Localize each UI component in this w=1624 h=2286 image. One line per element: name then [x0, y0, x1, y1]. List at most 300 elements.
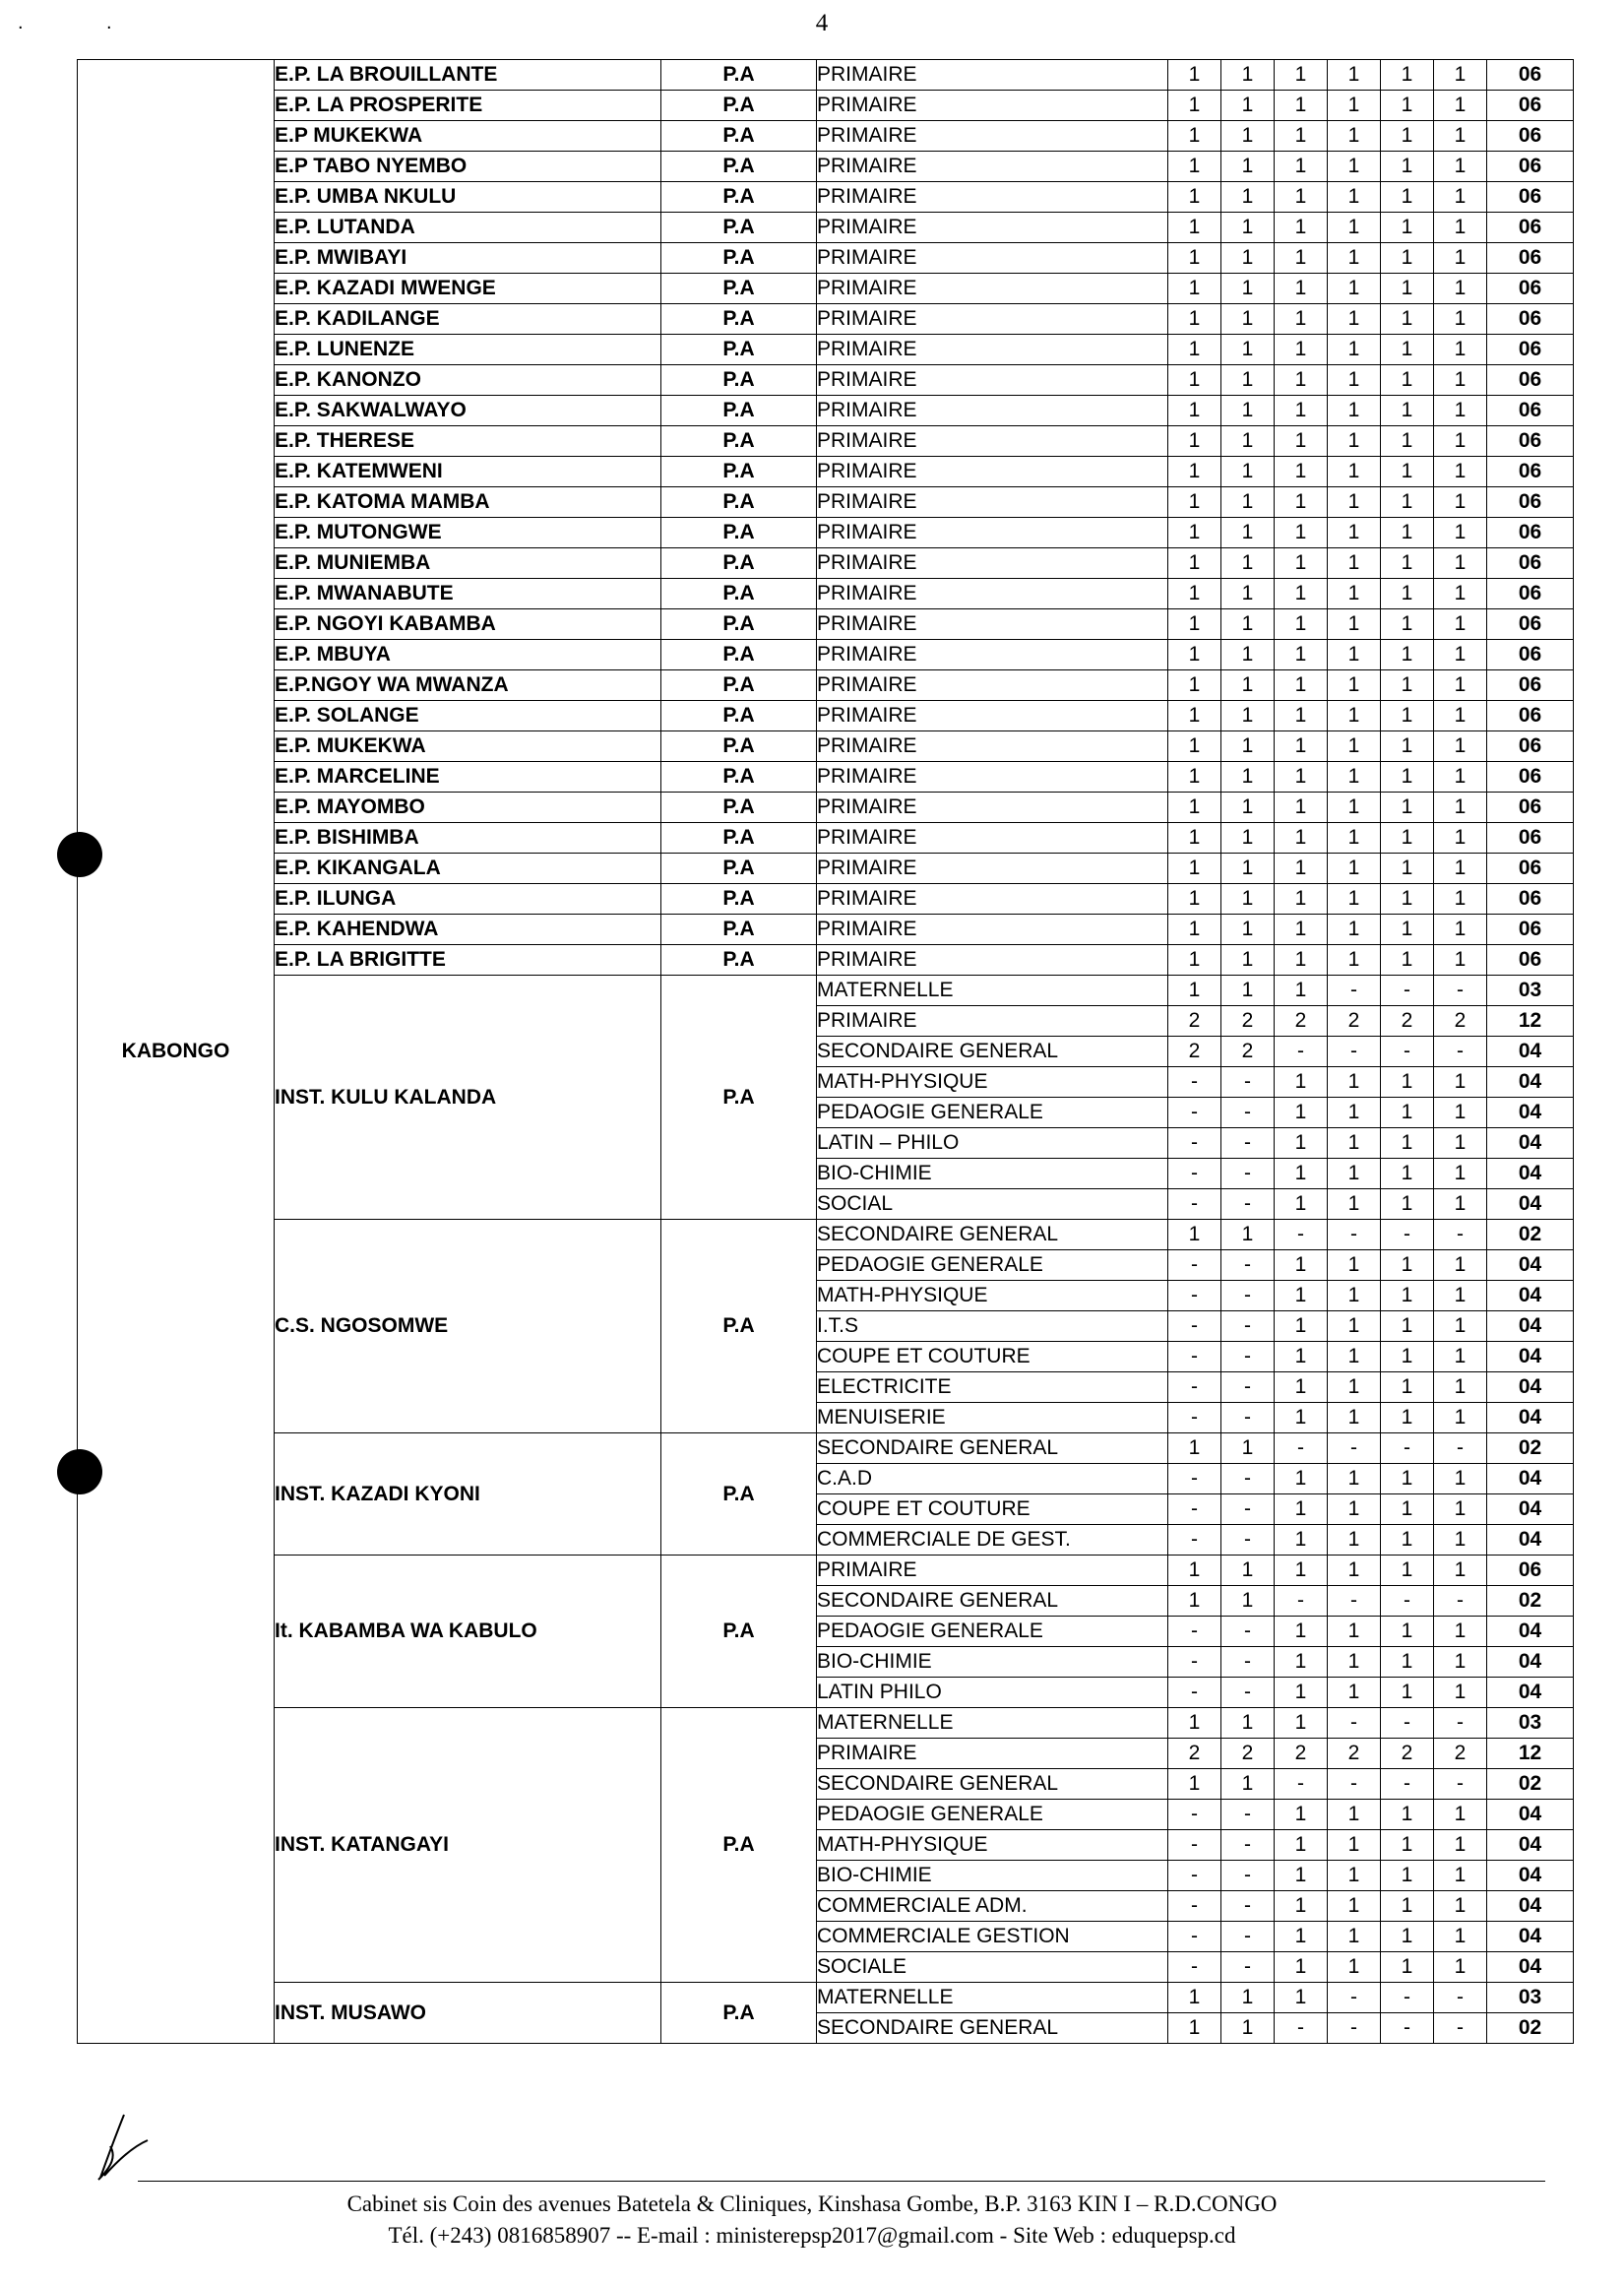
- class-count-cell: -: [1221, 1830, 1275, 1861]
- class-count-cell: -: [1434, 1769, 1487, 1800]
- section-cell: PRIMAIRE: [817, 365, 1168, 396]
- class-count-cell: -: [1221, 1342, 1275, 1372]
- class-count-cell: 1: [1434, 1861, 1487, 1891]
- status-cell: P.A: [661, 731, 817, 762]
- status-cell: P.A: [661, 304, 817, 335]
- section-cell: SECONDAIRE GENERAL: [817, 1769, 1168, 1800]
- class-count-cell: 1: [1434, 823, 1487, 854]
- class-count-cell: 1: [1275, 457, 1328, 487]
- class-count-cell: 1: [1275, 335, 1328, 365]
- total-cell: 04: [1487, 1830, 1574, 1861]
- table-row: [78, 762, 1574, 793]
- class-count-cell: 1: [1221, 91, 1275, 121]
- class-count-cell: -: [1221, 1952, 1275, 1983]
- class-count-cell: 1: [1381, 1189, 1434, 1220]
- class-count-cell: 1: [1434, 457, 1487, 487]
- class-count-cell: 1: [1328, 609, 1381, 640]
- school-name: E.P. LUNENZE: [275, 335, 661, 365]
- total-cell: 04: [1487, 1281, 1574, 1311]
- class-count-cell: 1: [1381, 365, 1434, 396]
- class-count-cell: 1: [1381, 274, 1434, 304]
- total-cell: 04: [1487, 1250, 1574, 1281]
- class-count-cell: 1: [1328, 1861, 1381, 1891]
- class-count-cell: 1: [1168, 579, 1221, 609]
- class-count-cell: 1: [1275, 91, 1328, 121]
- class-count-cell: 1: [1328, 1800, 1381, 1830]
- class-count-cell: 1: [1328, 1891, 1381, 1922]
- class-count-cell: 1: [1275, 1922, 1328, 1952]
- class-count-cell: 1: [1168, 182, 1221, 213]
- page-number: 4: [815, 10, 829, 36]
- class-count-cell: 1: [1221, 243, 1275, 274]
- class-count-cell: 1: [1168, 762, 1221, 793]
- class-count-cell: 1: [1221, 945, 1275, 976]
- class-count-cell: 1: [1381, 121, 1434, 152]
- total-cell: 06: [1487, 274, 1574, 304]
- class-count-cell: 1: [1381, 1494, 1434, 1525]
- class-count-cell: 1: [1434, 518, 1487, 548]
- class-count-cell: 1: [1381, 823, 1434, 854]
- class-count-cell: -: [1168, 1250, 1221, 1281]
- class-count-cell: 1: [1381, 548, 1434, 579]
- class-count-cell: -: [1221, 1891, 1275, 1922]
- class-count-cell: 1: [1381, 1159, 1434, 1189]
- class-count-cell: 1: [1168, 1433, 1221, 1464]
- status-cell: P.A: [661, 335, 817, 365]
- class-count-cell: 1: [1434, 1311, 1487, 1342]
- total-cell: 06: [1487, 670, 1574, 701]
- class-count-cell: 1: [1328, 1494, 1381, 1525]
- class-count-cell: 1: [1275, 1525, 1328, 1556]
- class-count-cell: 1: [1381, 1525, 1434, 1556]
- class-count-cell: 1: [1434, 1556, 1487, 1586]
- class-count-cell: 1: [1434, 60, 1487, 91]
- school-name: E.P. KAHENDWA: [275, 915, 661, 945]
- class-count-cell: 1: [1328, 1952, 1381, 1983]
- section-cell: SECONDAIRE GENERAL: [817, 1037, 1168, 1067]
- class-count-cell: 1: [1221, 1433, 1275, 1464]
- class-count-cell: 1: [1328, 640, 1381, 670]
- class-count-cell: -: [1168, 1525, 1221, 1556]
- class-count-cell: 1: [1275, 1372, 1328, 1403]
- class-count-cell: 1: [1434, 1678, 1487, 1708]
- class-count-cell: 1: [1434, 701, 1487, 731]
- status-cell: P.A: [661, 182, 817, 213]
- class-count-cell: 1: [1381, 213, 1434, 243]
- class-count-cell: 1: [1381, 1617, 1434, 1647]
- class-count-cell: 1: [1434, 1189, 1487, 1220]
- school-name: E.P. MBUYA: [275, 640, 661, 670]
- class-count-cell: 1: [1434, 1617, 1487, 1647]
- class-count-cell: 1: [1275, 976, 1328, 1006]
- class-count-cell: 1: [1434, 335, 1487, 365]
- class-count-cell: 1: [1168, 335, 1221, 365]
- total-cell: 06: [1487, 152, 1574, 182]
- class-count-cell: -: [1275, 1037, 1328, 1067]
- class-count-cell: 1: [1221, 640, 1275, 670]
- section-cell: PRIMAIRE: [817, 487, 1168, 518]
- class-count-cell: 1: [1328, 884, 1381, 915]
- table-row: [78, 609, 1574, 640]
- section-cell: PRIMAIRE: [817, 396, 1168, 426]
- class-count-cell: -: [1168, 1189, 1221, 1220]
- section-cell: BIO-CHIMIE: [817, 1647, 1168, 1678]
- section-cell: SECONDAIRE GENERAL: [817, 2013, 1168, 2044]
- class-count-cell: 1: [1328, 91, 1381, 121]
- class-count-cell: 2: [1381, 1006, 1434, 1037]
- class-count-cell: 1: [1275, 243, 1328, 274]
- class-count-cell: 1: [1221, 335, 1275, 365]
- class-count-cell: 1: [1434, 1281, 1487, 1311]
- class-count-cell: 1: [1168, 487, 1221, 518]
- class-count-cell: 1: [1434, 1922, 1487, 1952]
- class-count-cell: 1: [1168, 365, 1221, 396]
- total-cell: 06: [1487, 762, 1574, 793]
- total-cell: 03: [1487, 976, 1574, 1006]
- class-count-cell: -: [1221, 1647, 1275, 1678]
- total-cell: 06: [1487, 457, 1574, 487]
- class-count-cell: 1: [1381, 1556, 1434, 1586]
- section-cell: PRIMAIRE: [817, 854, 1168, 884]
- class-count-cell: 1: [1328, 518, 1381, 548]
- class-count-cell: 1: [1328, 365, 1381, 396]
- class-count-cell: -: [1221, 1311, 1275, 1342]
- section-cell: PRIMAIRE: [817, 609, 1168, 640]
- class-count-cell: 1: [1328, 854, 1381, 884]
- section-cell: BIO-CHIMIE: [817, 1861, 1168, 1891]
- class-count-cell: 1: [1221, 548, 1275, 579]
- total-cell: 04: [1487, 1494, 1574, 1525]
- class-count-cell: -: [1221, 1617, 1275, 1647]
- status-cell: P.A: [661, 823, 817, 854]
- class-count-cell: -: [1275, 1220, 1328, 1250]
- class-count-cell: -: [1434, 976, 1487, 1006]
- section-cell: PRIMAIRE: [817, 518, 1168, 548]
- class-count-cell: 2: [1275, 1006, 1328, 1037]
- class-count-cell: -: [1221, 1525, 1275, 1556]
- class-count-cell: 1: [1434, 854, 1487, 884]
- class-count-cell: 1: [1328, 426, 1381, 457]
- class-count-cell: 1: [1275, 1250, 1328, 1281]
- class-count-cell: 1: [1328, 945, 1381, 976]
- class-count-cell: 1: [1328, 1922, 1381, 1952]
- school-name: E.P. LUTANDA: [275, 213, 661, 243]
- class-count-cell: -: [1168, 1830, 1221, 1861]
- class-count-cell: -: [1221, 1189, 1275, 1220]
- section-cell: BIO-CHIMIE: [817, 1159, 1168, 1189]
- class-count-cell: 2: [1434, 1006, 1487, 1037]
- class-count-cell: 1: [1328, 1250, 1381, 1281]
- class-count-cell: 1: [1168, 854, 1221, 884]
- class-count-cell: 1: [1275, 1861, 1328, 1891]
- table-row: [78, 518, 1574, 548]
- class-count-cell: 1: [1275, 579, 1328, 609]
- class-count-cell: 1: [1434, 1494, 1487, 1525]
- class-count-cell: 1: [1221, 518, 1275, 548]
- class-count-cell: -: [1275, 1586, 1328, 1617]
- class-count-cell: 1: [1434, 731, 1487, 762]
- status-cell: P.A: [661, 854, 817, 884]
- class-count-cell: 1: [1275, 915, 1328, 945]
- class-count-cell: 1: [1168, 274, 1221, 304]
- total-cell: 03: [1487, 1708, 1574, 1739]
- section-cell: PRIMAIRE: [817, 579, 1168, 609]
- class-count-cell: 2: [1275, 1739, 1328, 1769]
- school-name: E.P. BISHIMBA: [275, 823, 661, 854]
- class-count-cell: 1: [1275, 1128, 1328, 1159]
- status-cell: P.A: [661, 518, 817, 548]
- class-count-cell: 1: [1168, 1769, 1221, 1800]
- school-name: E.P. KATOMA MAMBA: [275, 487, 661, 518]
- table-row: [78, 548, 1574, 579]
- class-count-cell: 1: [1381, 1678, 1434, 1708]
- class-count-cell: 1: [1381, 487, 1434, 518]
- class-count-cell: -: [1381, 2013, 1434, 2044]
- class-count-cell: 2: [1168, 1739, 1221, 1769]
- class-count-cell: 1: [1381, 915, 1434, 945]
- table-row: [78, 976, 1574, 1006]
- section-cell: MATH-PHYSIQUE: [817, 1281, 1168, 1311]
- scan-mark: .: [106, 12, 112, 33]
- class-count-cell: 1: [1275, 1647, 1328, 1678]
- class-count-cell: 1: [1275, 1464, 1328, 1494]
- class-count-cell: -: [1221, 1403, 1275, 1433]
- class-count-cell: 1: [1381, 884, 1434, 915]
- class-count-cell: -: [1168, 1922, 1221, 1952]
- class-count-cell: 1: [1275, 1342, 1328, 1372]
- class-count-cell: 1: [1381, 579, 1434, 609]
- total-cell: 06: [1487, 91, 1574, 121]
- class-count-cell: 1: [1275, 670, 1328, 701]
- class-count-cell: -: [1168, 1647, 1221, 1678]
- class-count-cell: 1: [1221, 579, 1275, 609]
- class-count-cell: 1: [1434, 365, 1487, 396]
- class-count-cell: 1: [1275, 518, 1328, 548]
- table-row: [78, 731, 1574, 762]
- class-count-cell: -: [1434, 2013, 1487, 2044]
- school-table: [77, 59, 1574, 2044]
- class-count-cell: 1: [1381, 1128, 1434, 1159]
- class-count-cell: -: [1221, 1098, 1275, 1128]
- class-count-cell: 1: [1168, 2013, 1221, 2044]
- class-count-cell: -: [1168, 1098, 1221, 1128]
- table-row: [78, 182, 1574, 213]
- class-count-cell: 2: [1221, 1006, 1275, 1037]
- table-row: [78, 335, 1574, 365]
- section-cell: MATH-PHYSIQUE: [817, 1067, 1168, 1098]
- class-count-cell: 1: [1221, 213, 1275, 243]
- class-count-cell: 1: [1168, 915, 1221, 945]
- class-count-cell: 1: [1275, 121, 1328, 152]
- class-count-cell: 1: [1275, 1708, 1328, 1739]
- class-count-cell: -: [1328, 1586, 1381, 1617]
- class-count-cell: 1: [1328, 152, 1381, 182]
- class-count-cell: -: [1168, 1464, 1221, 1494]
- class-count-cell: 1: [1328, 1128, 1381, 1159]
- section-cell: PEDAOGIE GENERALE: [817, 1800, 1168, 1830]
- total-cell: 04: [1487, 1861, 1574, 1891]
- class-count-cell: 1: [1275, 274, 1328, 304]
- class-count-cell: 1: [1221, 426, 1275, 457]
- class-count-cell: 1: [1328, 1159, 1381, 1189]
- section-cell: PRIMAIRE: [817, 884, 1168, 915]
- status-cell: P.A: [661, 121, 817, 152]
- class-count-cell: 1: [1328, 670, 1381, 701]
- class-count-cell: 1: [1434, 1159, 1487, 1189]
- class-count-cell: 1: [1328, 1311, 1381, 1342]
- class-count-cell: 1: [1381, 1281, 1434, 1311]
- table-row: [78, 304, 1574, 335]
- class-count-cell: 1: [1221, 1556, 1275, 1586]
- class-count-cell: 1: [1381, 304, 1434, 335]
- class-count-cell: 1: [1434, 396, 1487, 426]
- class-count-cell: -: [1168, 1403, 1221, 1433]
- class-count-cell: 1: [1168, 243, 1221, 274]
- section-cell: PRIMAIRE: [817, 915, 1168, 945]
- school-name: E.P. MWANABUTE: [275, 579, 661, 609]
- class-count-cell: 2: [1221, 1739, 1275, 1769]
- table-row: [78, 670, 1574, 701]
- section-cell: PRIMAIRE: [817, 701, 1168, 731]
- class-count-cell: 1: [1381, 793, 1434, 823]
- total-cell: 06: [1487, 548, 1574, 579]
- total-cell: 04: [1487, 1464, 1574, 1494]
- total-cell: 06: [1487, 609, 1574, 640]
- class-count-cell: 1: [1221, 1983, 1275, 2013]
- class-count-cell: 1: [1381, 762, 1434, 793]
- class-count-cell: -: [1434, 1433, 1487, 1464]
- table-row: [78, 426, 1574, 457]
- school-name: E.P. LA BROUILLANTE: [275, 60, 661, 91]
- class-count-cell: 1: [1275, 182, 1328, 213]
- class-count-cell: 1: [1434, 1647, 1487, 1678]
- class-count-cell: 1: [1221, 793, 1275, 823]
- section-cell: PEDAOGIE GENERALE: [817, 1250, 1168, 1281]
- class-count-cell: 1: [1221, 1586, 1275, 1617]
- class-count-cell: 1: [1275, 1067, 1328, 1098]
- class-count-cell: -: [1328, 1220, 1381, 1250]
- school-name: INST. KATANGAYI: [275, 1708, 661, 1983]
- class-count-cell: 1: [1275, 60, 1328, 91]
- class-count-cell: 1: [1434, 1342, 1487, 1372]
- total-cell: 06: [1487, 1556, 1574, 1586]
- class-count-cell: 1: [1328, 487, 1381, 518]
- total-cell: 06: [1487, 426, 1574, 457]
- class-count-cell: -: [1275, 1433, 1328, 1464]
- class-count-cell: 1: [1381, 1067, 1434, 1098]
- class-count-cell: 1: [1328, 915, 1381, 945]
- class-count-cell: -: [1328, 2013, 1381, 2044]
- class-count-cell: 1: [1168, 1586, 1221, 1617]
- class-count-cell: 1: [1328, 1342, 1381, 1372]
- status-cell: P.A: [661, 1220, 817, 1433]
- class-count-cell: 1: [1168, 304, 1221, 335]
- class-count-cell: -: [1381, 1983, 1434, 2013]
- class-count-cell: 1: [1434, 640, 1487, 670]
- school-name: E.P. KATEMWENI: [275, 457, 661, 487]
- total-cell: 02: [1487, 1433, 1574, 1464]
- class-count-cell: 1: [1381, 1098, 1434, 1128]
- school-name: E.P. SAKWALWAYO: [275, 396, 661, 426]
- section-cell: PRIMAIRE: [817, 731, 1168, 762]
- class-count-cell: 1: [1221, 60, 1275, 91]
- status-cell: P.A: [661, 243, 817, 274]
- class-count-cell: 1: [1328, 182, 1381, 213]
- class-count-cell: 1: [1434, 1525, 1487, 1556]
- class-count-cell: 1: [1434, 1098, 1487, 1128]
- class-count-cell: 1: [1434, 121, 1487, 152]
- section-cell: PRIMAIRE: [817, 243, 1168, 274]
- section-cell: PRIMAIRE: [817, 823, 1168, 854]
- class-count-cell: -: [1434, 1983, 1487, 2013]
- section-cell: SECONDAIRE GENERAL: [817, 1586, 1168, 1617]
- table-row: [78, 884, 1574, 915]
- status-cell: P.A: [661, 884, 817, 915]
- class-count-cell: 1: [1328, 457, 1381, 487]
- class-count-cell: 2: [1381, 1739, 1434, 1769]
- class-count-cell: 1: [1434, 579, 1487, 609]
- total-cell: 06: [1487, 823, 1574, 854]
- class-count-cell: 1: [1328, 1372, 1381, 1403]
- class-count-cell: 1: [1275, 1189, 1328, 1220]
- total-cell: 04: [1487, 1617, 1574, 1647]
- class-count-cell: 1: [1328, 274, 1381, 304]
- section-cell: C.A.D: [817, 1464, 1168, 1494]
- class-count-cell: 1: [1381, 1372, 1434, 1403]
- class-count-cell: 1: [1381, 335, 1434, 365]
- class-count-cell: -: [1221, 1800, 1275, 1830]
- class-count-cell: 1: [1275, 1800, 1328, 1830]
- class-count-cell: 1: [1381, 1647, 1434, 1678]
- class-count-cell: -: [1221, 1494, 1275, 1525]
- class-count-cell: 1: [1275, 762, 1328, 793]
- school-name: E.P. MWIBAYI: [275, 243, 661, 274]
- school-name: E.P TABO NYEMBO: [275, 152, 661, 182]
- table-row: [78, 487, 1574, 518]
- class-count-cell: 1: [1434, 152, 1487, 182]
- section-cell: PRIMAIRE: [817, 426, 1168, 457]
- class-count-cell: 1: [1434, 945, 1487, 976]
- class-count-cell: 1: [1168, 60, 1221, 91]
- status-cell: P.A: [661, 793, 817, 823]
- table-row: [78, 945, 1574, 976]
- class-count-cell: 1: [1168, 701, 1221, 731]
- class-count-cell: -: [1221, 1464, 1275, 1494]
- class-count-cell: 1: [1328, 1464, 1381, 1494]
- class-count-cell: 1: [1221, 701, 1275, 731]
- status-cell: P.A: [661, 1556, 817, 1708]
- class-count-cell: -: [1168, 1800, 1221, 1830]
- class-count-cell: -: [1381, 1586, 1434, 1617]
- class-count-cell: 1: [1434, 1128, 1487, 1159]
- class-count-cell: 1: [1381, 426, 1434, 457]
- class-count-cell: 1: [1275, 823, 1328, 854]
- total-cell: 06: [1487, 854, 1574, 884]
- class-count-cell: 1: [1381, 1830, 1434, 1861]
- table-row: [78, 823, 1574, 854]
- class-count-cell: 1: [1221, 609, 1275, 640]
- signature: [91, 2107, 159, 2191]
- class-count-cell: 1: [1275, 487, 1328, 518]
- class-count-cell: 1: [1275, 1617, 1328, 1647]
- section-cell: MENUISERIE: [817, 1403, 1168, 1433]
- class-count-cell: 1: [1328, 1678, 1381, 1708]
- class-count-cell: 1: [1328, 304, 1381, 335]
- class-count-cell: -: [1328, 1983, 1381, 2013]
- total-cell: 06: [1487, 365, 1574, 396]
- class-count-cell: 1: [1275, 793, 1328, 823]
- class-count-cell: -: [1328, 976, 1381, 1006]
